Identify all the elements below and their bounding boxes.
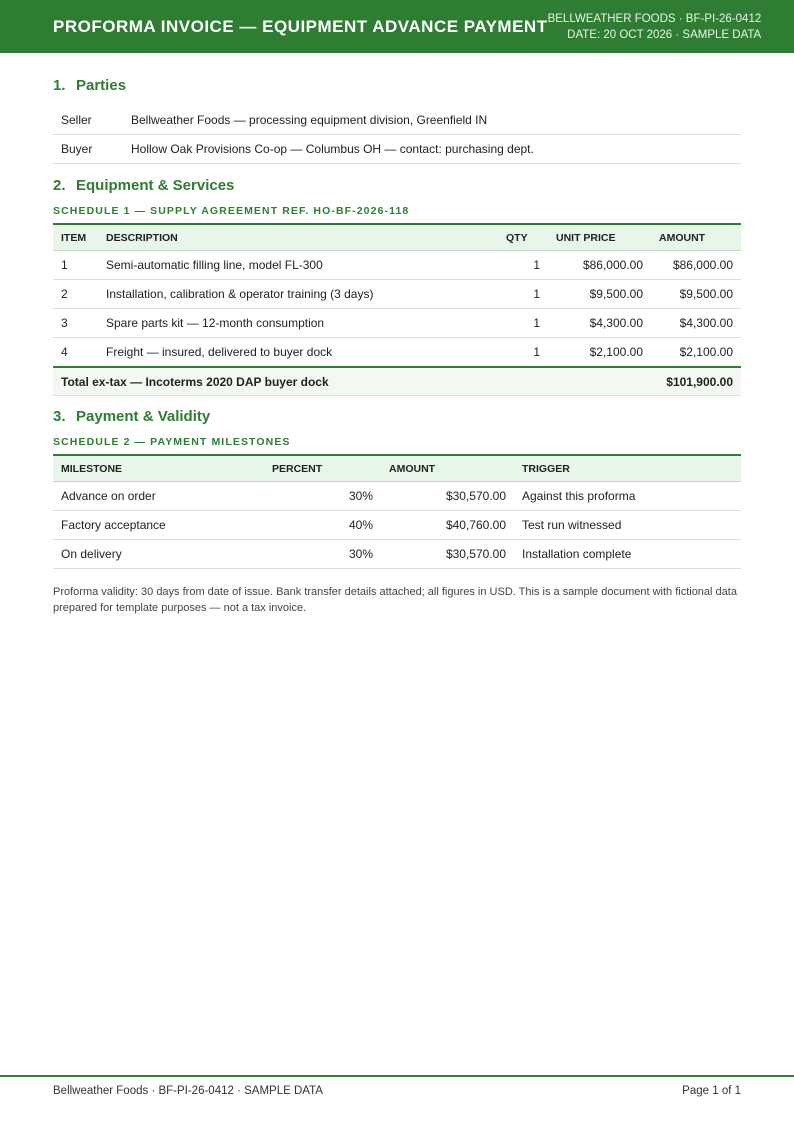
column-header-qty: QTY (498, 224, 548, 251)
section-title-text: Parties (76, 77, 127, 94)
cell-unit-price: $2,100.00 (548, 338, 651, 368)
equipment-table (53, 223, 741, 396)
cell-qty: 1 (498, 280, 548, 309)
document-meta (548, 11, 762, 43)
section-title-text: Payment & Validity (76, 408, 211, 425)
cell-amount: $40,760.00 (381, 511, 514, 540)
section-title-text: Equipment & Services (76, 177, 235, 194)
cell-unit-price: $4,300.00 (548, 309, 651, 338)
section-number: 3. (53, 408, 66, 425)
cell-unit-price: $86,000.00 (548, 251, 651, 280)
party-role: Seller (53, 106, 123, 135)
cell-item: 3 (53, 309, 98, 338)
column-header-item: ITEM (53, 224, 98, 251)
section-parties-title (53, 77, 741, 94)
schedule-2-label: SCHEDULE 2 — PAYMENT MILESTONES (53, 436, 291, 448)
cell-qty: 1 (498, 338, 548, 368)
cell-trigger: Test run witnessed (514, 511, 741, 540)
table-row (53, 251, 741, 280)
cell-description: Installation, calibration & operator training (3 days) (98, 280, 498, 309)
document-body (53, 53, 741, 616)
section-payment-title (53, 408, 741, 425)
cell-trigger: Against this proforma (514, 482, 741, 511)
column-header-trigger: TRIGGER (514, 455, 741, 482)
party-detail: Bellweather Foods — processing equipment division, Greenfield IN (123, 106, 741, 135)
cell-unit-price: $9,500.00 (548, 280, 651, 309)
footer-reference: Bellweather Foods · BF-PI-26-0412 · SAMPLE DATA (53, 1085, 323, 1097)
validity-note: Proforma validity: 30 days from date of issue. Bank transfer details attached; all figures in USD. This is a sample document with fictional data prepared for template purposes — not a tax invoice. (53, 586, 737, 614)
total-value: $101,900.00 (651, 367, 741, 396)
cell-amount: $30,570.00 (381, 482, 514, 511)
cell-item: 2 (53, 280, 98, 309)
cell-amount: $30,570.00 (381, 540, 514, 569)
cell-percent: 40% (264, 511, 381, 540)
table-row (53, 482, 741, 511)
table-row (53, 511, 741, 540)
column-header-milestone: MILESTONE (53, 455, 264, 482)
document-title: PROFORMA INVOICE — EQUIPMENT ADVANCE PAYMENT (53, 16, 548, 36)
cell-milestone: Advance on order (53, 482, 264, 511)
meta-company-ref: BELLWEATHER FOODS · BF-PI-26-0412 (547, 12, 762, 25)
table-row (53, 309, 741, 338)
page-number: Page 1 of 1 (682, 1085, 741, 1097)
cell-description: Freight — insured, delivered to buyer dock (98, 338, 498, 368)
document-header (0, 0, 794, 53)
cell-description: Semi-automatic filling line, model FL-300 (98, 251, 498, 280)
table-row (53, 135, 741, 164)
cell-item: 1 (53, 251, 98, 280)
section-number: 2. (53, 177, 66, 194)
page-footer (0, 1075, 794, 1123)
cell-percent: 30% (264, 482, 381, 511)
cell-milestone: On delivery (53, 540, 264, 569)
cell-amount: $9,500.00 (651, 280, 741, 309)
schedule-1-label: SCHEDULE 1 — SUPPLY AGREEMENT REF. HO-BF-2026-118 (53, 205, 410, 217)
table-row (53, 106, 741, 135)
party-detail: Hollow Oak Provisions Co-op — Columbus OH — contact: purchasing dept. (123, 135, 741, 164)
table-row (53, 540, 741, 569)
party-role: Buyer (53, 135, 123, 164)
total-row (53, 367, 741, 396)
section-equipment-title (53, 177, 741, 194)
column-header-amount: AMOUNT (651, 224, 741, 251)
cell-percent: 30% (264, 540, 381, 569)
cell-trigger: Installation complete (514, 540, 741, 569)
cell-item: 4 (53, 338, 98, 368)
cell-amount: $2,100.00 (651, 338, 741, 368)
cell-qty: 1 (498, 309, 548, 338)
table-row (53, 338, 741, 368)
column-header-amount: AMOUNT (381, 455, 514, 482)
table-row (53, 280, 741, 309)
column-header-description: DESCRIPTION (98, 224, 498, 251)
table-header-row (53, 455, 741, 482)
table-header-row (53, 224, 741, 251)
cell-amount: $86,000.00 (651, 251, 741, 280)
cell-milestone: Factory acceptance (53, 511, 264, 540)
meta-date: DATE: 20 OCT 2026 · SAMPLE DATA (567, 28, 762, 41)
cell-description: Spare parts kit — 12-month consumption (98, 309, 498, 338)
column-header-unit-price: UNIT PRICE (548, 224, 651, 251)
cell-qty: 1 (498, 251, 548, 280)
total-label: Total ex-tax — Incoterms 2020 DAP buyer dock (53, 367, 651, 396)
payment-table (53, 454, 741, 569)
section-number: 1. (53, 77, 66, 94)
column-header-percent: PERCENT (264, 455, 381, 482)
parties-table (53, 106, 741, 164)
cell-amount: $4,300.00 (651, 309, 741, 338)
